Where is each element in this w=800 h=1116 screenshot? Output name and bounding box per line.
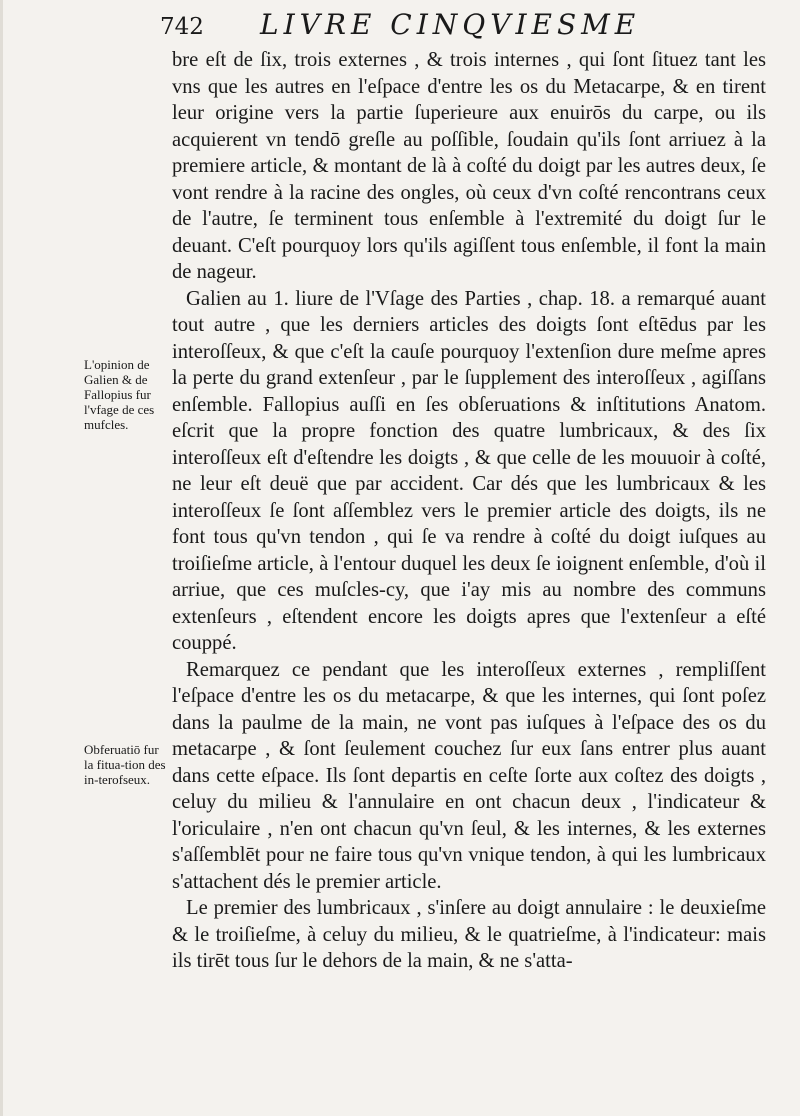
margin-note-observation: Obferuatiō fur la fitua-tion des in-terofseux. (84, 742, 166, 787)
page-header (160, 8, 720, 44)
paragraph: bre eſt de ſix, trois externes , & trois internes , qui ſont ſituez tant les vns que les autres en l'eſpace d'entre les os du Metacarpe, & en tirent leur origine vers la partie ſuperieure aux enuirōs du carpe, ou ils acquierent vn tendō greſle au poſſible, ſoudain qu'ils ſont arriuez à la premiere article, & montant de là à coſté du doigt par les autres deux, ſe vont rendre à la racine des ongles, où ceux d'vn coſté rencontrans ceux de l'autre, ſe terminent tous enſemble à l'extremité du doigt ſur le deuant. C'eſt pourquoy lors qu'ils agiſſent tous enſemble, il font la main de nageur. (172, 49, 766, 283)
margin-note-galien: L'opinion de Galien & de Fallopius fur l'vfage de ces mufcles. (84, 357, 155, 432)
body-text (172, 47, 766, 975)
paragraph: Remarquez ce pendant que les interoſſeux externes , rempliſſent l'eſpace d'entre les os du metacarpe, & que les internes, qui ſont poſez dans la paulme de la main, ne vont pas iuſques à l'eſpace des os du metacarpe , & ſont ſeulement couchez ſur eux ſans entrer plus auant dans cette eſpace. Ils ſont departis en ceſte ſorte aux coſtez des doigts , celuy du milieu & l'annulaire en ont chacun deux , l'indicateur & l'oriculaire , n'en ont chacun qu'vn ſeul, & les internes, & les externes s'aſſemblēt pour ne faire tous qu'vn vnique tendon, à qui les lumbricaux s'attachent dés le premier article. (172, 658, 766, 893)
paragraph: Le premier des lumbricaux , s'inſere au doigt annulaire : le deuxieſme & le troiſieſme, à celuy du milieu, & le quatrieſme, à l'indicateur: mais ils tirēt tous ſur le dehors de la main, & ne s'atta- (172, 897, 766, 972)
running-title: LIVRE CINQVIESME (260, 8, 641, 41)
page-fold-shadow (0, 0, 3, 1116)
paragraph: Galien au 1. liure de l'Vſage des Parties , chap. 18. a remarqué auant tout autre , que les derniers articles des doigts ſont eſtēdus par les interoſſeux, & que c'eſt la cauſe pourquoy l'extenſion dure meſme apres la perte du grand extenſeur , par le ſupplement des interoſſeux , agiſſans enſemble. Fallopius auſſi en ſes obſeruations & inſtitutions Anatom. eſcrit que la propre fonction des quatre lumbricaux, & des ſix interoſſeux eſt d'eſtendre les doigts , & que celle de les mouuoir à coſté, ne leur eſt deuë que par accident. Car dés que les lumbricaux & les interoſſeux ſe ſont aſſemblez vers le premier article des doigts, ils ne font tous qu'vn tendon , qui ſe va rendre à coſté du doigt iuſques au troiſieſme article, à l'entour duquel les deux ſe ioignent enſemble, d'où il arriue, que ces muſcles-cy, que i'ay mis au nombre des communs extenſeurs , eſtendent encore les doigts apres que l'extenſeur a eſté couppé. (172, 287, 766, 654)
page-number: 742 (160, 14, 204, 40)
